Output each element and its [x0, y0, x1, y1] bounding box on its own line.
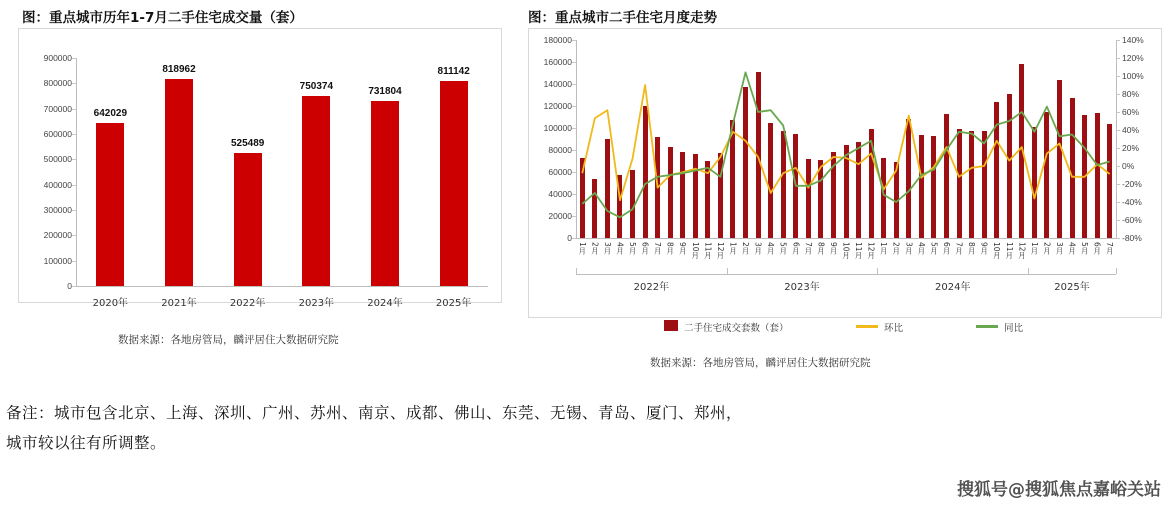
footnote-line-1: 备注：城市包含北京、上海、深圳、广州、苏州、南京、成都、佛山、东莞、无锡、青岛、厦门、郑州， — [6, 404, 743, 422]
right-legend-label: 同比 — [1004, 323, 1024, 334]
right-month-label: 7月 — [653, 242, 663, 255]
right-bar — [768, 123, 773, 239]
left-bar-value-label: 525489 — [230, 137, 265, 149]
right-legend-label: 二手住宅成交套数（套） — [684, 323, 789, 334]
left-y-axis — [76, 58, 77, 286]
right-month-label: 6月 — [640, 242, 650, 255]
right-legend-swatch — [664, 320, 678, 331]
right-month-label: 9月 — [678, 242, 688, 255]
left-bar — [96, 123, 124, 286]
right-month-label: 2月 — [741, 242, 751, 255]
right-month-label: 1月 — [577, 242, 587, 255]
right-month-label: 2月 — [891, 242, 901, 255]
right-month-label: 9月 — [828, 242, 838, 255]
right-year-group-label: 2025年 — [1054, 282, 1090, 293]
left-y-tick-label: 800000 — [43, 78, 72, 89]
right-month-label: 1月 — [728, 242, 738, 255]
right-bar — [1082, 115, 1087, 238]
right-bar — [617, 175, 622, 238]
right-left-y-tick-label: 120000 — [543, 101, 572, 111]
left-source-note: 数据来源：各地房管局，麟评居住大数据研究院 — [118, 334, 339, 346]
left-x-category-label: 2024年 — [367, 298, 403, 309]
right-legend-swatch — [976, 325, 998, 328]
right-month-label: 4月 — [916, 242, 926, 255]
right-right-y-tick-label: -20% — [1122, 179, 1142, 189]
right-right-y-tick-label: -40% — [1122, 197, 1142, 207]
right-chart-title: 图：重点城市二手住宅月度走势 — [528, 10, 717, 26]
right-bar — [1007, 94, 1012, 238]
right-bar — [1044, 112, 1049, 239]
left-y-tick-label: 0 — [67, 281, 72, 291]
right-month-label: 7月 — [1105, 242, 1115, 255]
left-y-tick-label: 200000 — [43, 230, 72, 241]
right-year-group-label: 2023年 — [784, 282, 820, 293]
right-bar — [693, 154, 698, 238]
left-y-tick-label: 400000 — [43, 179, 72, 190]
left-y-tick-label: 500000 — [43, 154, 72, 165]
right-month-label: 1月 — [1029, 242, 1039, 255]
right-year-tick — [877, 268, 878, 274]
right-left-y-tick-label: 100000 — [543, 123, 572, 133]
right-legend-swatch — [856, 325, 878, 328]
right-month-label: 4月 — [766, 242, 776, 255]
right-bar — [680, 152, 685, 238]
left-y-tick-label: 100000 — [43, 255, 72, 266]
right-bar — [605, 139, 610, 238]
left-bar-value-label: 750374 — [299, 80, 334, 92]
right-month-label: 3月 — [904, 242, 914, 255]
right-bar — [957, 129, 962, 238]
left-y-tick-label: 300000 — [43, 205, 72, 215]
right-year-axis — [576, 274, 1116, 275]
right-month-label: 3月 — [753, 242, 763, 255]
right-x-axis — [576, 238, 1116, 239]
left-y-tick-label: 600000 — [43, 129, 72, 139]
right-bar — [831, 152, 836, 238]
left-x-category-label: 2022年 — [229, 298, 266, 309]
right-bar — [1107, 124, 1112, 238]
right-bar — [969, 131, 974, 238]
right-left-y-tick-label: 60000 — [548, 167, 572, 177]
left-bar — [234, 153, 262, 286]
right-month-label: 2月 — [590, 242, 600, 255]
left-x-axis — [76, 286, 488, 287]
left-x-category-label: 2020年 — [92, 298, 129, 309]
right-right-y-tick-label: 80% — [1122, 89, 1140, 99]
right-month-label: 12月 — [1017, 242, 1027, 260]
right-month-label: 10月 — [690, 242, 700, 260]
footnote-line-2: 城市较以往有所调整。 — [6, 434, 167, 453]
left-chart-panel — [0, 0, 520, 380]
right-left-y-tick-label: 180000 — [543, 35, 572, 45]
right-year-tick — [1116, 268, 1117, 274]
right-month-label: 5月 — [628, 242, 637, 255]
right-bar — [1032, 127, 1037, 238]
left-y-tick-label: 900000 — [43, 53, 72, 63]
right-bar — [1057, 80, 1062, 238]
right-bar — [730, 120, 735, 238]
left-bar-value-label: 642029 — [93, 108, 128, 120]
right-right-y-tick-label: 140% — [1122, 35, 1144, 45]
left-x-category-label: 2023年 — [298, 298, 335, 309]
right-month-label: 2月 — [1042, 242, 1052, 255]
left-x-category-label: 2021年 — [161, 298, 197, 309]
right-bar — [655, 137, 660, 238]
left-bar-value-label: 818962 — [162, 63, 196, 75]
right-left-y-tick-label: 0 — [567, 233, 572, 243]
right-bar — [869, 129, 874, 238]
left-bar-value-label: 811142 — [437, 65, 470, 77]
right-month-label: 6月 — [941, 242, 951, 255]
right-right-y-tick-label: 100% — [1122, 71, 1144, 81]
right-right-y-tick-label: -60% — [1122, 215, 1142, 225]
right-legend-label: 环比 — [884, 323, 904, 334]
left-bar — [165, 79, 193, 286]
watermark: 搜狐号@搜狐焦点嘉峪关站 — [957, 480, 1161, 500]
right-bar — [919, 135, 924, 238]
right-right-y-tick-label: -80% — [1122, 233, 1142, 243]
right-bar — [931, 136, 936, 238]
right-year-tick — [727, 268, 728, 274]
right-month-label: 7月 — [954, 242, 964, 255]
right-bar — [793, 134, 798, 239]
right-left-y-tick-label: 80000 — [548, 145, 572, 155]
footnote — [6, 398, 1146, 458]
right-left-y-tick-label: 40000 — [548, 189, 572, 199]
right-bar — [781, 131, 786, 238]
right-bar — [718, 153, 723, 238]
right-year-tick — [1028, 268, 1029, 274]
left-bar — [371, 101, 399, 286]
right-bar — [906, 119, 911, 238]
right-right-y-tick-label: 40% — [1122, 125, 1140, 135]
right-chart-panel — [520, 0, 1171, 390]
right-bar — [592, 179, 597, 238]
right-bar — [643, 106, 648, 238]
right-month-label: 11月 — [1004, 242, 1014, 260]
right-month-label: 4月 — [615, 242, 625, 255]
right-month-label: 8月 — [967, 242, 977, 255]
right-month-label: 9月 — [979, 242, 989, 255]
left-chart-title: 图：重点城市历年1-7月二手住宅成交量（套） — [22, 10, 303, 26]
right-year-group-label: 2024年 — [935, 282, 971, 293]
right-left-y-tick-label: 20000 — [548, 211, 572, 221]
right-month-label: 4月 — [1067, 242, 1077, 255]
right-month-label: 10月 — [992, 242, 1002, 260]
right-month-label: 7月 — [803, 242, 813, 255]
left-y-tick-label: 700000 — [43, 103, 72, 114]
right-month-label: 3月 — [602, 242, 612, 255]
right-y-axis-right — [1116, 40, 1117, 238]
right-bar — [806, 159, 811, 238]
right-month-label: 1月 — [879, 242, 889, 255]
left-bar — [440, 81, 468, 286]
right-left-y-tick-label: 160000 — [543, 57, 572, 67]
right-bar — [668, 147, 673, 238]
right-month-label: 12月 — [866, 242, 876, 260]
right-month-label: 6月 — [1092, 242, 1102, 255]
right-left-y-tick-label: 140000 — [543, 79, 572, 89]
right-bar — [894, 162, 899, 238]
right-month-label: 8月 — [816, 242, 826, 255]
right-source-note: 数据来源：各地房管局，麟评居住大数据研究院 — [650, 357, 871, 369]
left-bar — [302, 96, 330, 286]
right-month-label: 12月 — [715, 242, 725, 260]
right-bar — [743, 87, 748, 238]
right-bar — [881, 158, 886, 238]
right-month-label: 5月 — [1080, 242, 1090, 255]
left-bar-value-label: 731804 — [368, 85, 402, 97]
right-bar — [756, 72, 761, 238]
right-bar — [630, 170, 635, 238]
right-bar — [856, 142, 861, 238]
right-month-label: 5月 — [778, 242, 788, 255]
right-bar — [1095, 113, 1100, 238]
right-bar — [705, 161, 710, 238]
right-month-label: 11月 — [854, 242, 864, 260]
right-right-y-tick-label: 60% — [1122, 107, 1140, 117]
right-month-label: 3月 — [1054, 242, 1064, 255]
left-x-category-label: 2025年 — [435, 298, 472, 309]
right-month-label: 10月 — [841, 242, 851, 260]
right-bar — [818, 160, 823, 238]
right-bar — [1019, 64, 1024, 238]
right-month-label: 6月 — [791, 242, 801, 255]
right-bar — [994, 102, 999, 238]
right-right-y-tick-label: 120% — [1122, 53, 1144, 63]
right-year-tick — [576, 268, 577, 274]
right-month-label: 11月 — [703, 242, 713, 260]
right-bar — [580, 158, 585, 238]
right-right-y-tick-label: 0% — [1122, 161, 1135, 171]
right-y-axis-left — [576, 40, 577, 238]
right-bar — [944, 114, 949, 238]
right-bar — [982, 131, 987, 238]
right-year-group-label: 2022年 — [633, 282, 670, 293]
right-right-y-tick-mark — [1116, 238, 1120, 239]
right-month-label: 5月 — [929, 242, 939, 255]
right-bar — [1070, 98, 1075, 238]
right-right-y-tick-label: 20% — [1122, 143, 1140, 153]
right-bar — [844, 145, 849, 239]
right-month-label: 8月 — [665, 242, 675, 255]
